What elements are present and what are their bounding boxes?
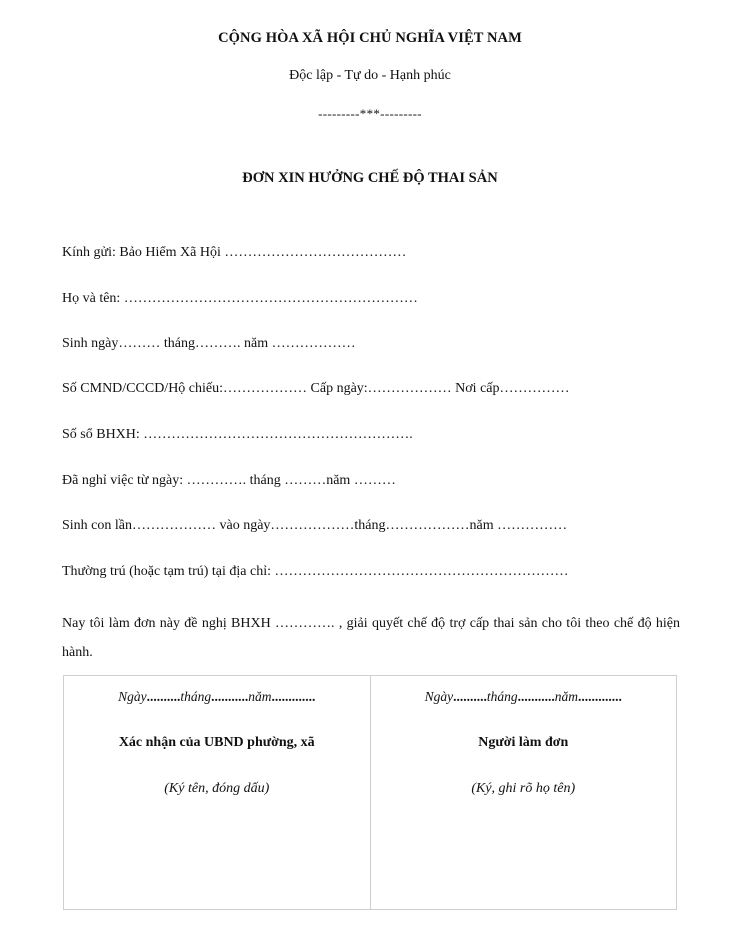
- signature-table: [63, 675, 677, 910]
- field-birth-date: Sinh ngày……… tháng………. năm ………………: [62, 336, 356, 351]
- field-address: Thường trú (hoặc tạm trú) tại địa chỉ: ………………………………………………………: [62, 564, 569, 579]
- motto: Độc lập - Tự do - Hạnh phúc: [289, 68, 451, 83]
- field-leave-date: Đã nghỉ việc từ ngày: …………. tháng ………năm ………: [62, 473, 396, 488]
- separator: ---------***---------: [318, 106, 422, 121]
- field-full-name: Họ và tên: ………………………………………………………: [62, 291, 418, 306]
- request-paragraph: Nay tôi làm đơn này đề nghị BHXH …………. , giải quyết chế độ trợ cấp thai sản cho tôi theo chế độ hiện hành.: [62, 616, 680, 660]
- field-insurance-book: Số sổ BHXH: ………………………………………………….: [62, 427, 413, 442]
- national-title: CỘNG HÒA XÃ HỘI CHỦ NGHĨA VIỆT NAM: [218, 30, 522, 46]
- signature-right-title: Người làm đơn: [478, 735, 569, 750]
- field-childbirth: Sinh con lần……………… vào ngày………………tháng………………năm ……………: [62, 518, 568, 533]
- document-title: ĐƠN XIN HƯỞNG CHẾ ĐỘ THAI SẢN: [242, 170, 498, 186]
- signature-right-note: (Ký, ghi rõ họ tên): [471, 781, 576, 796]
- signature-right-date: Ngày..........tháng...........năm.............: [424, 689, 622, 704]
- signature-left-title: Xác nhận của UBND phường, xã: [118, 735, 315, 750]
- signature-left-note: (Ký tên, đóng dấu): [164, 781, 270, 796]
- signature-left-date: Ngày..........tháng...........năm.............: [118, 689, 316, 704]
- signature-right-column: [370, 676, 677, 909]
- signature-left-column: [64, 676, 370, 909]
- field-recipient: Kính gửi: Bảo Hiểm Xã Hội …………………………………: [62, 245, 407, 260]
- field-id-card: Số CMND/CCCD/Hộ chiếu:……………… Cấp ngày:……………… Nơi cấp……………: [62, 381, 570, 396]
